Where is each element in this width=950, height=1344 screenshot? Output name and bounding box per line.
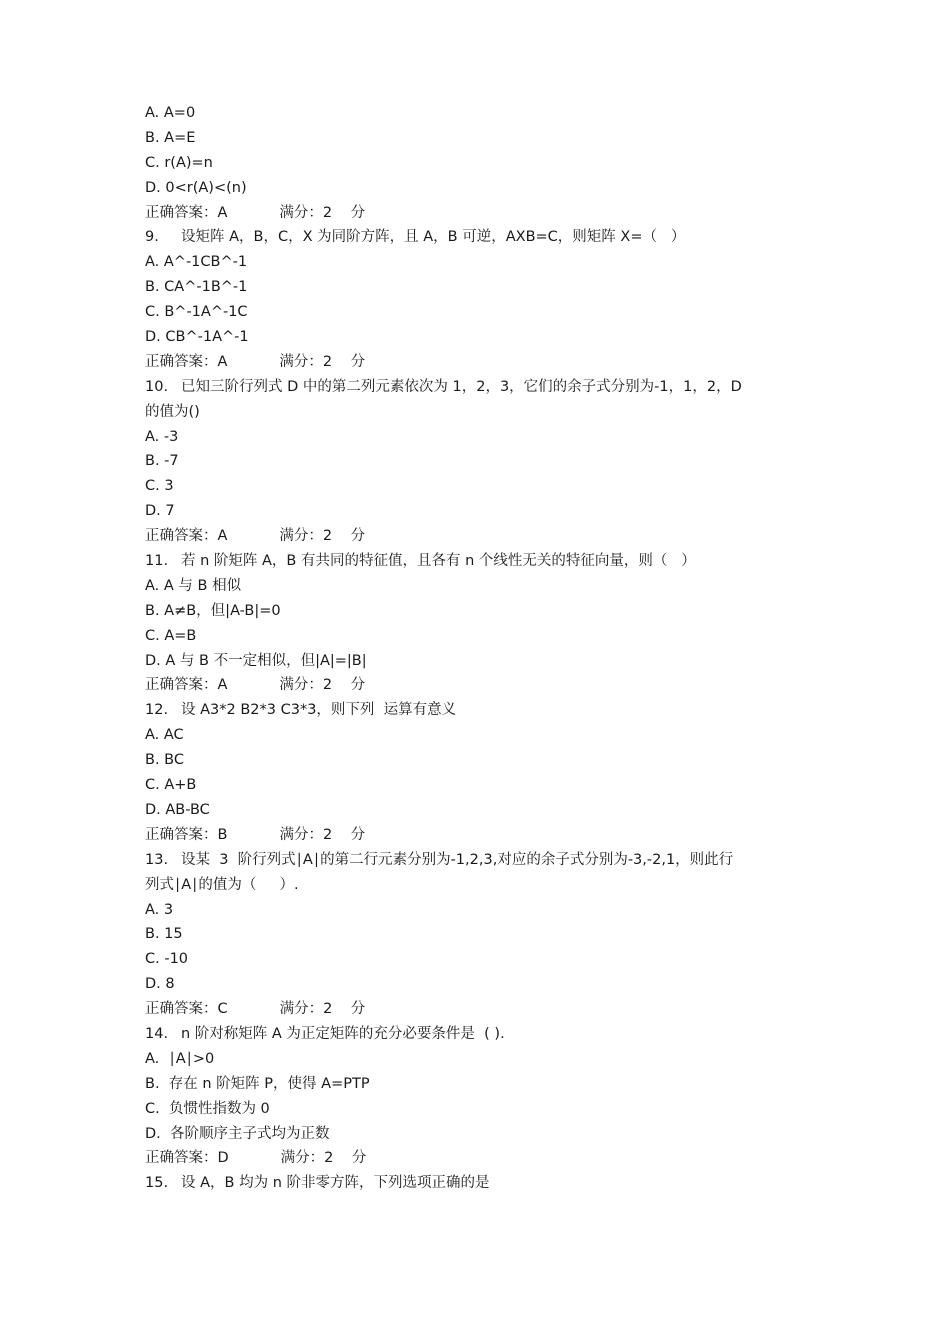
answer-label: 正确答案： xyxy=(145,826,218,843)
option-line: C. r(A)=n xyxy=(145,154,213,171)
score-value: 2 xyxy=(322,677,333,694)
answer-value: A xyxy=(217,204,228,221)
option-line: A. AC xyxy=(145,727,184,744)
option-line: A. 3 xyxy=(145,901,174,918)
score-unit: 分 xyxy=(350,204,366,221)
option-line: D. AB-BC xyxy=(145,801,210,818)
question-text: 列式∣A∣的值为（ ）. xyxy=(145,876,299,893)
question-14 xyxy=(145,1022,815,1171)
score-label: 满分： xyxy=(279,677,323,694)
answer-line xyxy=(145,823,815,848)
score-unit: 分 xyxy=(350,353,366,370)
score-value: 2 xyxy=(322,826,333,843)
question-15 xyxy=(145,1171,815,1196)
score-unit: 分 xyxy=(350,528,366,545)
option-line: D. A 与 B 不一定相似，但|A|=|B| xyxy=(145,652,367,669)
answer-value: B xyxy=(217,826,228,843)
option-line: B. BC xyxy=(145,752,184,769)
option-line: B. -7 xyxy=(145,453,179,470)
question-stem xyxy=(145,375,815,400)
score-unit: 分 xyxy=(350,826,366,843)
score-unit: 分 xyxy=(351,1150,367,1167)
question-number: 12. xyxy=(145,702,169,719)
question-stem xyxy=(145,698,815,723)
question-text: 设矩阵 A，B，C，X 为同阶方阵，且 A，B 可逆，AXB=C，则矩阵 X=（ ） xyxy=(181,229,686,246)
answer-label: 正确答案： xyxy=(145,204,218,221)
answer-label: 正确答案： xyxy=(145,1150,218,1167)
option-line: B. A=E xyxy=(145,129,196,146)
option-line: C. 负惯性指数为 0 xyxy=(145,1100,270,1117)
option-line: B. 存在 n 阶矩阵 P，使得 A=PTP xyxy=(145,1075,370,1092)
option-line: C. 3 xyxy=(145,478,174,495)
score-unit: 分 xyxy=(350,677,366,694)
option-line: C. A=B xyxy=(145,627,197,644)
option-line: C. A+B xyxy=(145,777,197,794)
option-line: A. A=0 xyxy=(145,105,196,121)
question-text: 若 n 阶矩阵 A，B 有共同的特征值，且各有 n 个线性无关的特征向量，则（ ） xyxy=(181,553,696,570)
document-page xyxy=(145,101,815,1196)
score-label: 满分： xyxy=(279,826,323,843)
option-line: D. 8 xyxy=(145,976,175,993)
question-13 xyxy=(145,848,815,1022)
score-value: 2 xyxy=(322,528,333,545)
question-stem xyxy=(145,1171,815,1196)
score-value: 2 xyxy=(322,353,333,370)
answer-value: A xyxy=(217,677,228,694)
answer-line xyxy=(145,673,815,698)
option-line: D. 各阶顺序主子式均为正数 xyxy=(145,1125,330,1142)
question-number: 14. xyxy=(145,1025,169,1042)
question-stem-continued xyxy=(145,400,815,425)
question-text: 设某 3 阶行列式∣A∣的第二行元素分别为-1,2,3,对应的余子式分别为-3,-2,1，则此行 xyxy=(181,851,734,868)
question-stem-continued xyxy=(145,873,815,898)
option-line: D. 7 xyxy=(145,503,175,520)
question-stem xyxy=(145,848,815,873)
option-line: B. CA^-1B^-1 xyxy=(145,279,248,296)
score-label: 满分： xyxy=(279,204,323,221)
score-value: 2 xyxy=(324,1150,334,1167)
option-line: A. -3 xyxy=(145,428,179,445)
option-line: D. CB^-1A^-1 xyxy=(145,329,249,346)
question-text: n 阶对称矩阵 A 为正定矩阵的充分必要条件是 ( ). xyxy=(181,1025,505,1042)
answer-label: 正确答案： xyxy=(145,1001,218,1018)
option-line: B. A≠B，但|A-B|=0 xyxy=(145,602,281,619)
option-line: C. B^-1A^-1C xyxy=(145,304,248,321)
question-8-tail xyxy=(145,101,815,225)
question-number: 9. xyxy=(145,229,159,246)
question-text: 设 A3*2 B2*3 C3*3，则下列 运算有意义 xyxy=(181,702,457,719)
score-unit: 分 xyxy=(350,1001,366,1018)
answer-line xyxy=(145,1146,815,1171)
score-label: 满分： xyxy=(279,353,323,370)
answer-line xyxy=(145,350,815,375)
score-label: 满分： xyxy=(279,528,323,545)
option-line: B. 15 xyxy=(145,926,183,943)
question-text: 已知三阶行列式 D 中的第二列元素依次为 1，2，3，它们的余子式分别为-1，1，2，D xyxy=(181,378,742,395)
answer-line xyxy=(145,524,815,549)
question-12 xyxy=(145,698,815,847)
answer-line xyxy=(145,201,815,226)
question-text: 的值为() xyxy=(145,403,200,420)
question-stem xyxy=(145,549,815,574)
option-line: A. ∣A∣>0 xyxy=(145,1050,215,1067)
answer-value: A xyxy=(217,528,228,545)
option-line: D. 0<r(A)<(n) xyxy=(145,179,247,196)
question-stem xyxy=(145,1022,815,1047)
question-10 xyxy=(145,375,815,549)
answer-value: C xyxy=(217,1001,228,1018)
question-text: 设 A，B 均为 n 阶非零方阵，下列选项正确的是 xyxy=(181,1175,490,1192)
score-value: 2 xyxy=(323,1001,333,1018)
question-number: 13. xyxy=(145,851,169,868)
answer-line xyxy=(145,997,815,1022)
score-label: 满分： xyxy=(280,1150,325,1167)
option-line: C. -10 xyxy=(145,951,189,968)
option-line: A. A^-1CB^-1 xyxy=(145,254,248,271)
answer-label: 正确答案： xyxy=(145,528,218,545)
question-number: 15. xyxy=(145,1175,169,1192)
question-9 xyxy=(145,225,815,374)
question-number: 10. xyxy=(145,378,169,395)
question-list xyxy=(145,225,815,1196)
score-label: 满分： xyxy=(279,1001,324,1018)
option-line: A. A 与 B 相似 xyxy=(145,577,242,594)
question-11 xyxy=(145,549,815,698)
answer-label: 正确答案： xyxy=(145,677,218,694)
question-number: 11. xyxy=(145,553,169,570)
question-stem xyxy=(145,225,815,250)
score-value: 2 xyxy=(322,204,333,221)
answer-value: A xyxy=(217,353,228,370)
answer-label: 正确答案： xyxy=(145,353,218,370)
answer-value: D xyxy=(217,1150,229,1167)
